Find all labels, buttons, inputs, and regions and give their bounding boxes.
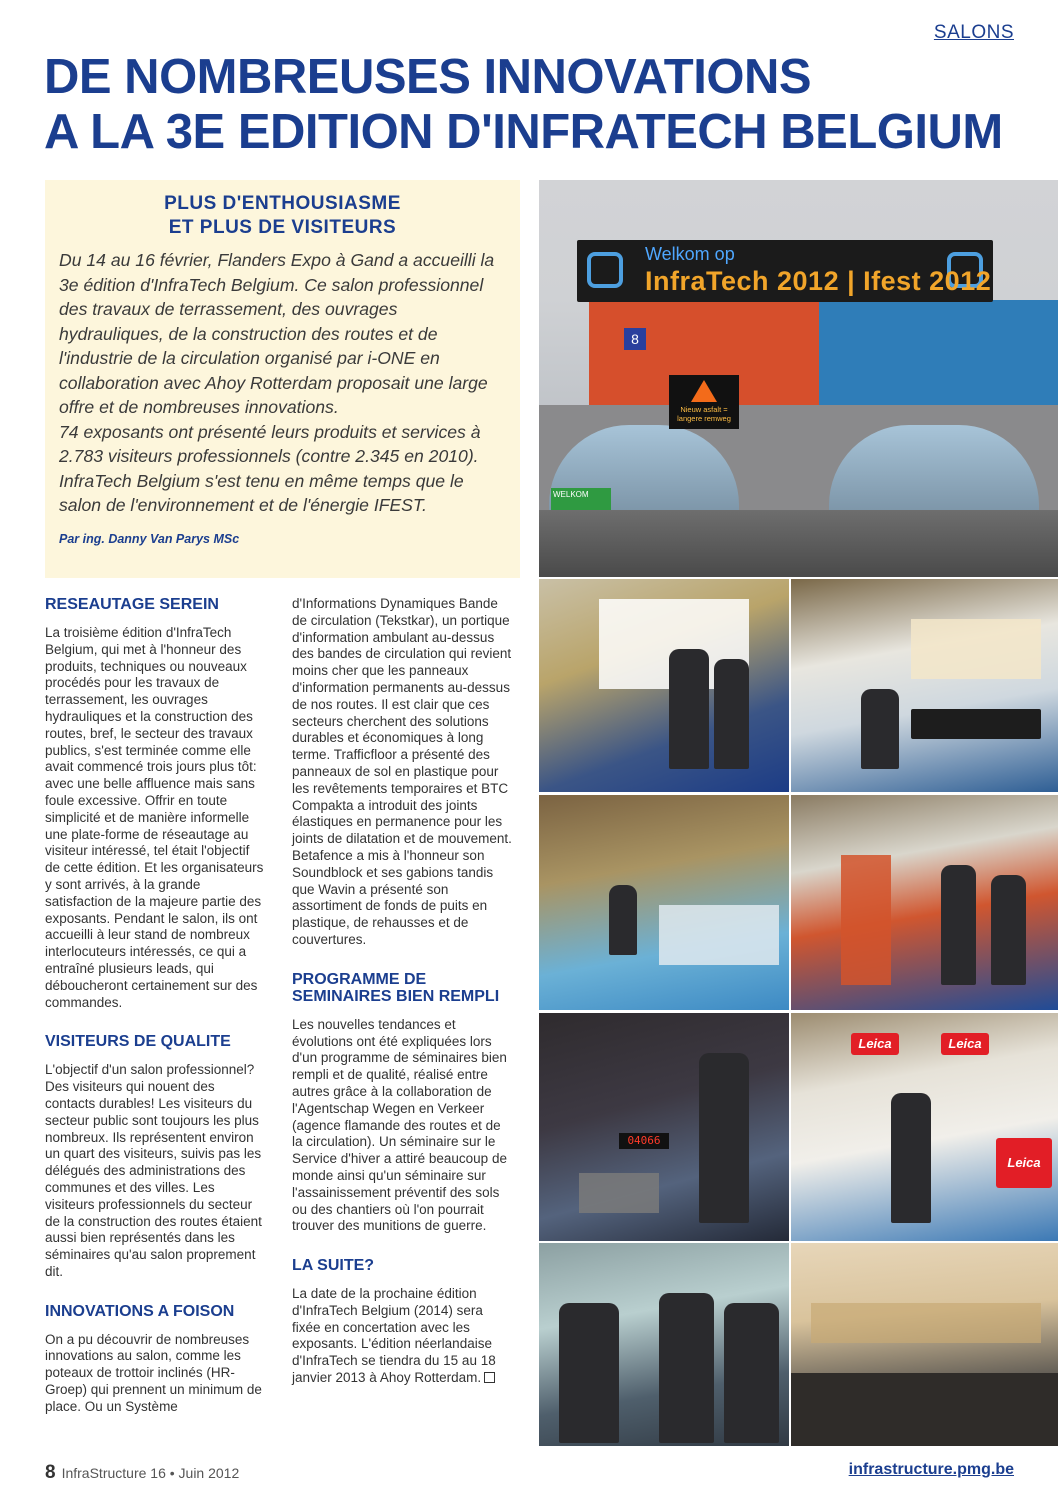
welcome-sign: WELKOM bbox=[551, 488, 611, 510]
photo-stand-6 bbox=[791, 1013, 1058, 1241]
intro-title bbox=[59, 192, 506, 240]
article-column-1 bbox=[45, 596, 267, 1438]
photo-stand-1 bbox=[539, 579, 789, 792]
visitor-figure bbox=[559, 1303, 619, 1443]
website-link[interactable]: infrastructure.pmg.be bbox=[848, 1461, 1014, 1478]
publication-info: InfraStructure 16 • Juin 2012 bbox=[61, 1465, 240, 1481]
heading-programme: PROGRAMME DE SEMINAIRES BIEN REMPLI bbox=[292, 970, 500, 1005]
infratech-logo-icon bbox=[587, 252, 623, 288]
text-programme: Les nouvelles tendances et évolutions ont été expliquées lors d'un programme de séminaires bien rempli et de qualité, réalisé entre autres grâce à la collaboration de l'Agentschap Wegen en Verkeer (agence flamande des routes et de la circulation). Un séminaire sur le Service d'hiver a attiré beaucoup de monde ainsi qu'un séminaire sur l'assainissement préventif des sols ou des chantiers où l'on pourrait trouver des munitions de guerre. bbox=[292, 1016, 507, 1234]
visitor-figure bbox=[724, 1303, 779, 1443]
end-mark-icon bbox=[484, 1372, 495, 1383]
stand-display bbox=[911, 619, 1041, 679]
footer-left bbox=[45, 1462, 239, 1484]
visitor-figure bbox=[669, 649, 709, 769]
text-innovations: On a pu découvrir de nombreuses innovations au salon, comme les poteaux de trottoir inclinés (HR-Groep) qui prennent un minimum de place. Ou un Système bbox=[45, 1331, 262, 1414]
board-line-1: Welkom op bbox=[645, 244, 735, 264]
seminar-stage bbox=[811, 1303, 1041, 1343]
visitor-figure bbox=[609, 885, 637, 955]
board-line-2: InfraTech 2012 | Ifest 2012 bbox=[645, 266, 992, 296]
text-innovations-continued: d'Informations Dynamiques Bande de circulation (Tekstkar), un portique d'information ambulant au-dessus des bandes de circulation qui revient moins cher que les panneaux d'information permanents au-dessus de nos routes. Il est clair que ces secteurs cherchent des solutions durables et économiques à long terme. Trafficfloor a présenté des panneaux de sol en plastique pour les revêtements temporaires et BTC Compakta a introduit des joints élastiques en permanence pour les joints de dilatation et de mouvement. Betafence a mis à l'honneur son Soundblock et ses gabions tandis que Wavin a présenté son assortiment de fonds de puits en plastique, de rehausses et de couvertures. bbox=[292, 596, 512, 947]
crowd-entrance bbox=[539, 510, 1058, 577]
orange-pipes bbox=[841, 855, 891, 985]
visitor-figure bbox=[991, 875, 1026, 985]
photo-stand-5 bbox=[539, 1013, 789, 1241]
headline-line-2: A LA 3E EDITION D'INFRATECH BELGIUM bbox=[44, 105, 1003, 159]
heading-reseautage: RESEAUTAGE SEREIN bbox=[45, 596, 219, 613]
intro-title-line-1: PLUS D'ENTHOUSIASME bbox=[164, 193, 401, 214]
intro-text bbox=[59, 248, 506, 518]
visitor-figure bbox=[659, 1293, 714, 1443]
warning-triangle-icon bbox=[691, 380, 717, 402]
welcome-board bbox=[577, 240, 993, 302]
photo-venue-entrance bbox=[539, 180, 1058, 577]
equipment-display bbox=[579, 1173, 659, 1213]
intro-paragraph-1: Du 14 au 16 février, Flanders Expo à Gand a accueilli la 3e édition d'InfraTech Belgium. Ce salon professionnel des travaux de terrassement, des ouvrages hydrauliques, de la construction des routes et de l'industrie de la circulation organisé par i-ONE en collaboration avec Ahoy Rotterdam proposait une large offre et de nombreuses innovations. bbox=[59, 250, 495, 417]
heading-visiteurs: VISITEURS DE QUALITE bbox=[45, 1033, 231, 1051]
heading-innovations: INNOVATIONS A FOISON bbox=[45, 1302, 235, 1320]
text-suite-body: La date de la prochaine édition d'InfraTech Belgium (2014) sera fixée en concertation avec les exposants. L'édition néerlandaise d'InfraTech se tiendra du 15 au 18 janvier 2013 à Ahoy Rotterdam. bbox=[292, 1286, 496, 1386]
photo-stand-2 bbox=[791, 579, 1058, 792]
display-cases bbox=[659, 905, 779, 965]
leica-logo: Leica bbox=[996, 1138, 1052, 1188]
byline: Par ing. Danny Van Parys MSc bbox=[59, 531, 240, 546]
intro-box bbox=[45, 180, 520, 578]
hall-facade-blue bbox=[819, 300, 1058, 410]
text-visiteurs: L'objectif d'un salon professionnel? Des visiteurs qui nouent des contacts durables! Les visiteurs du secteur public sont toujours les plus nombreux. Ils représentent environ un quart des visiteurs, suivis pas les délégués des administrations des communes et des villes. Les visiteurs professionnels du secteur de la construction des routes étaient aussi bien représentés dans les séminaires qu'au salon proprement dit. bbox=[45, 1062, 262, 1279]
visitor-figure bbox=[714, 659, 749, 769]
heading-suite: LA SUITE? bbox=[292, 1257, 375, 1275]
photo-stand-3 bbox=[539, 795, 789, 1010]
page-number: 8 bbox=[45, 1462, 56, 1483]
photo-visitors-table bbox=[539, 1243, 789, 1446]
leica-logo: Leica bbox=[941, 1033, 989, 1055]
road-message-sign bbox=[669, 375, 739, 429]
visitor-figure bbox=[861, 689, 899, 769]
leica-logo: Leica bbox=[851, 1033, 899, 1055]
text-reseautage: La troisième édition d'InfraTech Belgium, qui met à l'honneur des produits, techniques ou nouveaux procédés pour les travaux de terrassement, les ouvrages hydrauliques et la construction des routes, bref, le secteur des travaux publics, s'est terminée comme elle avait commencé trois jours plus tôt: avec une belle affluence mais sans foule excessive. Offrir en toute simplicité et de manière informelle une plate-forme de réseautage au visiteur intéressé, tel était l'objectif de cette édition. Et les organisateurs y sont arrivés, à la grande satisfaction de la majeure partie des exposants. Pendant le salon, ils ont accueilli à leur stand de nombreux interlocuteurs intéressés, ce qui a entraîné plusieurs leads, qui déboucheront certainement sur des commandes. bbox=[45, 625, 264, 1010]
section-tag: SALONS bbox=[933, 22, 1014, 43]
bench bbox=[911, 709, 1041, 739]
visitor-figure bbox=[891, 1093, 931, 1223]
visitor-figure bbox=[699, 1053, 749, 1223]
photo-seminar bbox=[791, 1243, 1058, 1446]
photo-stand-4 bbox=[791, 795, 1058, 1010]
intro-title-line-2: ET PLUS DE VISITEURS bbox=[168, 217, 397, 238]
road-message-text: Nieuw asfalt = langere remweg bbox=[677, 405, 731, 423]
intro-paragraph-2: 74 exposants ont présenté leurs produits et services à 2.783 visiteurs professionnels (contre 2.345 en 2010). InfraTech Belgium s'est tenu en même temps que le salon de l'environnement et de l'énergie IFEST. bbox=[59, 421, 481, 515]
headline bbox=[44, 50, 1034, 160]
audience-seats bbox=[791, 1373, 1058, 1446]
headline-line-1: DE NOMBREUSES INNOVATIONS bbox=[44, 50, 812, 104]
counter-display: 04066 bbox=[619, 1133, 669, 1149]
hall-number: 8 bbox=[624, 328, 646, 350]
visitor-figure bbox=[941, 865, 976, 985]
article-column-2 bbox=[292, 596, 514, 1409]
text-suite bbox=[292, 1286, 514, 1387]
